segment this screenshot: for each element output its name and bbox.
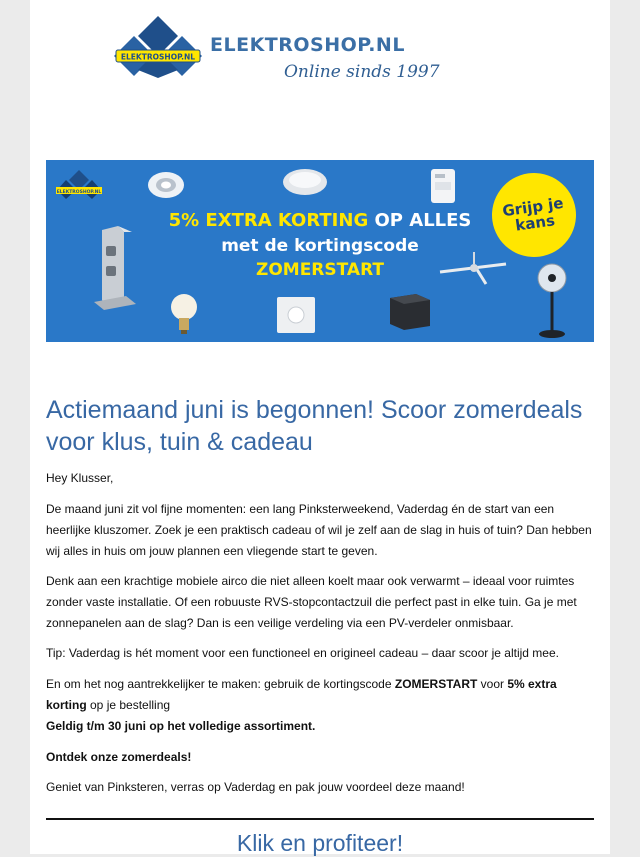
logo-diamond-icon	[112, 14, 204, 78]
promo-banner[interactable]	[46, 160, 594, 342]
banner-discount: 5% EXTRA KORTING	[168, 210, 369, 231]
banner-logo-icon	[54, 168, 104, 200]
promo-text-a: En om het nog aantrekkelijker te maken: gebruik de kortingscode	[46, 677, 395, 691]
air-conditioner-icon	[428, 168, 458, 204]
banner-badge-text: Grijp je kans	[501, 193, 565, 235]
promo-text-b: voor	[477, 677, 508, 691]
discover-link[interactable]: Ontdek onze zomerdeals!	[46, 750, 192, 764]
light-bulb-icon	[168, 292, 200, 336]
banner-subline: met de kortingscode	[221, 236, 419, 256]
divider	[46, 818, 594, 820]
paragraph-2: Denk aan een krachtige mobiele airco die niet alleen koelt maar ook verwarmt – ideaal voor ruimtes zonder vaste installatie. Of een robuuste RVS-stopcontactzuil die perfect past in elke tuin. Ga je met zonnepanelen aan de slag? Dan is een veilige verdeling via een PV-verdeler onmisbaar.	[46, 574, 577, 630]
cta-link[interactable]: Klik en profiteer!	[236, 830, 404, 856]
logo-wordmark: ELEKTROSHOP.NL	[210, 34, 405, 56]
downlight-icon	[146, 170, 186, 200]
logo-tagline: Online sinds 1997	[284, 62, 440, 82]
elektroshop-logo[interactable]	[112, 14, 452, 82]
tip-text: Tip: Vaderdag is hét moment voor een functioneel en origineel cadeau – daar scoor je altijd mee.	[46, 646, 559, 660]
logo-badge-text: ELEKTROSHOP.NL	[120, 52, 196, 62]
closing-text: Geniet van Pinksteren, verras op Vaderdag en pak jouw voordeel deze maand!	[46, 780, 465, 794]
article-headline: Actiemaand juni is begonnen! Scoor zomerdeals voor klus, tuin & cadeau	[46, 396, 583, 456]
greeting: Hey Klusser,	[46, 471, 114, 485]
paragraph-1: De maand juni zit vol fijne momenten: een lang Pinksterweekend, Vaderdag én de start van een heerlijke kluszomer. Zoek je een praktisch cadeau of wil je zelf aan de slag in huis of tuin? Dan hebben wij alles in huis om jouw plannen een vliegende start te geven.	[46, 502, 592, 558]
promo-discount: 5% extra korting	[46, 677, 557, 712]
tip-line	[46, 643, 596, 664]
banner-code: ZOMERSTART	[256, 260, 384, 280]
promo-code: ZOMERSTART	[394, 677, 478, 691]
promo-line	[46, 674, 596, 716]
promo-text-c: op je bestelling	[86, 698, 171, 712]
banner-logo-text: ELEKTROSHOP.NL	[56, 190, 102, 195]
dimmer-switch-icon	[276, 296, 316, 334]
wall-lamp-icon	[386, 292, 432, 330]
validity-note: Geldig t/m 30 juni op het volledige assortiment.	[46, 719, 316, 733]
email-body	[30, 0, 610, 854]
banner-headline-rest: OP ALLES	[368, 210, 472, 231]
smoke-detector-icon	[282, 166, 328, 196]
